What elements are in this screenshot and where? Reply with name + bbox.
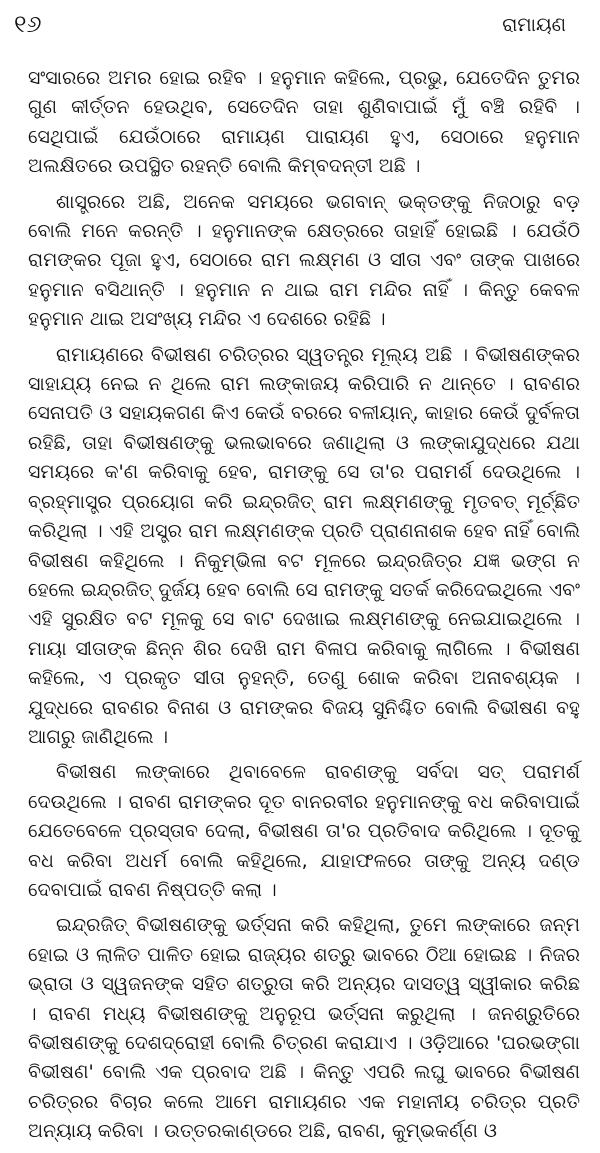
paragraph-3: ରାମାୟଣରେ ବିଭୀଷଣ ଚରିତ୍ରର ସ୍ୱତନ୍ତ୍ର ମୂଲ୍ୟ ଅଛି । ବିଭୀଷଣଙ୍କର ସାହାଯ୍ୟ ନେଇ ନ ଥିଲେ ରାମ ଲଙ୍କାଜୟ କରିପାରି ନ ଥାନ୍ତେ । ରାବଣର ସେନାପତି ଓ ସହାୟକଗଣ କିଏ କେଉଁ ବରରେ ବଳୀୟାନ୍, କାହାର କେଉଁ ଦୁର୍ବଳତା ରହିଛି, ତାହା ବିଭୀଷଣଙ୍କୁ ଭଲଭାବରେ ଜଣାଥିଲା ଓ ଲଙ୍କାଯୁଦ୍ଧରେ ଯଥା ସମୟରେ କ'ଣ କରିବାକୁ ହେବ, ରାମଙ୍କୁ ସେ ତା'ର ପରାମର୍ଶ ଦେଉଥିଲେ । ବ୍ରହ୍ମାସ୍ତ୍ର ପ୍ରୟୋଗ କରି ଇନ୍ଦ୍ରଜିତ୍ ରାମ ଲକ୍ଷ୍ମଣଙ୍କୁ ମୃତବତ୍ ମୂର୍ଚ୍ଛିତ କରିଥିଲା । ଏହି ଅସ୍ତ୍ର ରାମ ଲକ୍ଷ୍ମଣଙ୍କ ପ୍ରତି ପ୍ରାଣନାଶକ ହେବ ନାହିଁ ବୋଲି ବିଭୀଷଣ କହିଥିଲେ । ନିକୁମ୍ଭିଳା ବଟ ମୂଳରେ ଇନ୍ଦ୍ରଜିତ୍‌ର ଯଜ୍ଞ ଭଙ୍ଗ ନ ହେଲେ ଇନ୍ଦ୍ରଜିତ୍ ଦୁର୍ଜୟ ହେବ ବୋଲି ସେ ରାମଙ୍କୁ ସତର୍କ କରିଦେଇଥିଲେ ଏବଂ ଏହି ସୁରକ୍ଷିତ ବଟ ମୂଳକୁ ସେ ବାଟ ଦେଖାଇ ଲକ୍ଷ୍ମଣଙ୍କୁ ନେଇଯାଇଥିଲେ । ମାୟା ସୀତାଙ୍କ ଛିନ୍ନ ଶିର ଦେଖି ରାମ ବିଳାପ କରିବାକୁ ଲାଗିଲେ । ବିଭୀଷଣ କହିଲେ, ଏ ପ୍ରକୃତ ସୀତା ନୁହନ୍ତି, ତେଣୁ ଶୋକ କରିବା ଅନାବଶ୍ୟକ । ଯୁଦ୍ଧରେ ରାବଣର ବିନାଶ ଓ ରାମଙ୍କର ବିଜୟ ସୁନିଶ୍ଚିତ ବୋଲି ବିଭୀଷଣ ବହୁ ଆଗରୁ ଜାଣିଥିଲେ । [28, 343, 580, 748]
paragraph-4: ବିଭୀଷଣ ଲଙ୍କାରେ ଥିବାବେଳେ ରାବଣଙ୍କୁ ସର୍ବଦା ସତ୍ ପରାମର୍ଶ ଦେଉଥିଲେ । ରାବଣ ରାମଙ୍କର ଦୂତ ବାନରବୀର ହନୁମାନଙ୍କୁ ବଧ କରିବାପାଇଁ ଯେତେବେଳେ ପ୍ରସ୍ତାବ ଦେଲା, ବିଭୀଷଣ ତା'ର ପ୍ରତିବାଦ କରିଥିଲେ । ଦୂତକୁ ବଧ କରିବା ଅଧର୍ମ ବୋଲି କହିଥିଲେ, ଯାହାଫଳରେ ତାଙ୍କୁ ଅନ୍ୟ ଦଣ୍ଡ ଦେବାପାଇଁ ରାବଣ ନିଷ୍ପତ୍ତି କଲା । [28, 761, 580, 901]
page-number: ୧୬ [14, 10, 42, 38]
body-text [28, 64, 580, 1153]
paragraph-5: ଇନ୍ଦ୍ରଜିତ୍ ବିଭୀଷଣଙ୍କୁ ଭର୍ତ୍ସନା କରି କହିଥିଲା, ତୁମେ ଲଙ୍କାରେ ଜନ୍ମ ହୋଇ ଓ ଲାଳିତ ପାଳିତ ହୋଇ ରାଜ୍ୟର ଶତ୍ରୁ ଭାବରେ ଠିଆ ହୋଇଛ । ନିଜର ଭ୍ରାତା ଓ ସ୍ୱଜନଙ୍କ ସହିତ ଶତ୍ରୁତା କରି ଅନ୍ୟର ଦାସତ୍ୱ ସ୍ୱୀକାର କରିଛ । ରାବଣ ମଧ୍ୟ ବିଭୀଷଣଙ୍କୁ ଅନୁରୂପ ଭର୍ତ୍ସନା କରୁଥିଲା । ଜନଶ୍ରୁତିରେ ବିଭୀଷଣଙ୍କୁ ଦେଶଦ୍ରୋହୀ ବୋଲି ଚିତ୍ରଣ କରାଯାଏ । ଓଡ଼ିଆରେ 'ଘରଭଙ୍ଗା ବିଭୀଷଣ' ବୋଲି ଏକ ପ୍ରବାଦ ଅଛି । କିନ୍ତୁ ଏପରି ଲଘୁ ଭାବରେ ବିଭୀଷଣ ଚରିତ୍ରର ବିଚାର କଲେ ଆମେ ରାମାୟଣର ଏକ ମହାନୀୟ ଚରିତ୍ର ପ୍ରତି ଅନ୍ୟାୟ କରିବା । ଉତ୍ତରକାଣ୍ଡରେ ଅଛି, ରାବଣ, କୁମ୍ଭକର୍ଣ୍ଣ ଓ [28, 914, 580, 1143]
running-header-title: ରାମାୟଣ [502, 14, 566, 36]
paragraph-2: ଶାସ୍ତ୍ରରେ ଅଛି, ଅନେକ ସମୟରେ ଭଗବାନ୍ ଭକ୍ତଙ୍କୁ ନିଜଠାରୁ ବଡ଼ ବୋଲି ମନେ କରନ୍ତି । ହନୁମାନଙ୍କ କ୍ଷେତ୍ରରେ ତାହାହିଁ ହୋଇଛି । ଯେଉଁଠି ରାମଙ୍କର ପୂଜା ହୁଏ, ସେଠାରେ ରାମ ଲକ୍ଷ୍ମଣ ଓ ସୀତା ଏବଂ ତାଙ୍କ ପାଖରେ ହନୁମାନ ବସିଥାନ୍ତି । ହନୁମାନ ନ ଥାଇ ରାମ ମନ୍ଦିର ନାହିଁ । କିନ୍ତୁ କେବଳ ହନୁମାନ ଥାଇ ଅସଂଖ୍ୟ ମନ୍ଦିର ଏ ଦେଶରେ ରହିଛି । [28, 190, 580, 331]
paragraph-1: ସଂସାରରେ ଅମର ହୋଇ ରହିବ । ହନୁମାନ କହିଲେ, ପ୍ରଭୁ, ଯେତେଦିନ ତୁମର ଗୁଣ କୀର୍ତ୍ତନ ହେଉଥିବ, ସେତେଦିନ ତାହା ଶୁଣିବାପାଇଁ ମୁଁ ବଞ୍ଚି ରହିବି । ସେଥିପାଇଁ ଯେଉଁଠାରେ ରାମାୟଣ ପାରାୟଣ ହୁଏ, ସେଠାରେ ହନୁମାନ ଅଲକ୍ଷିତରେ ଉପସ୍ଥିତ ରହନ୍ତି ବୋଲି କିମ୍ବଦନ୍ତୀ ଅଛି । [28, 67, 580, 178]
